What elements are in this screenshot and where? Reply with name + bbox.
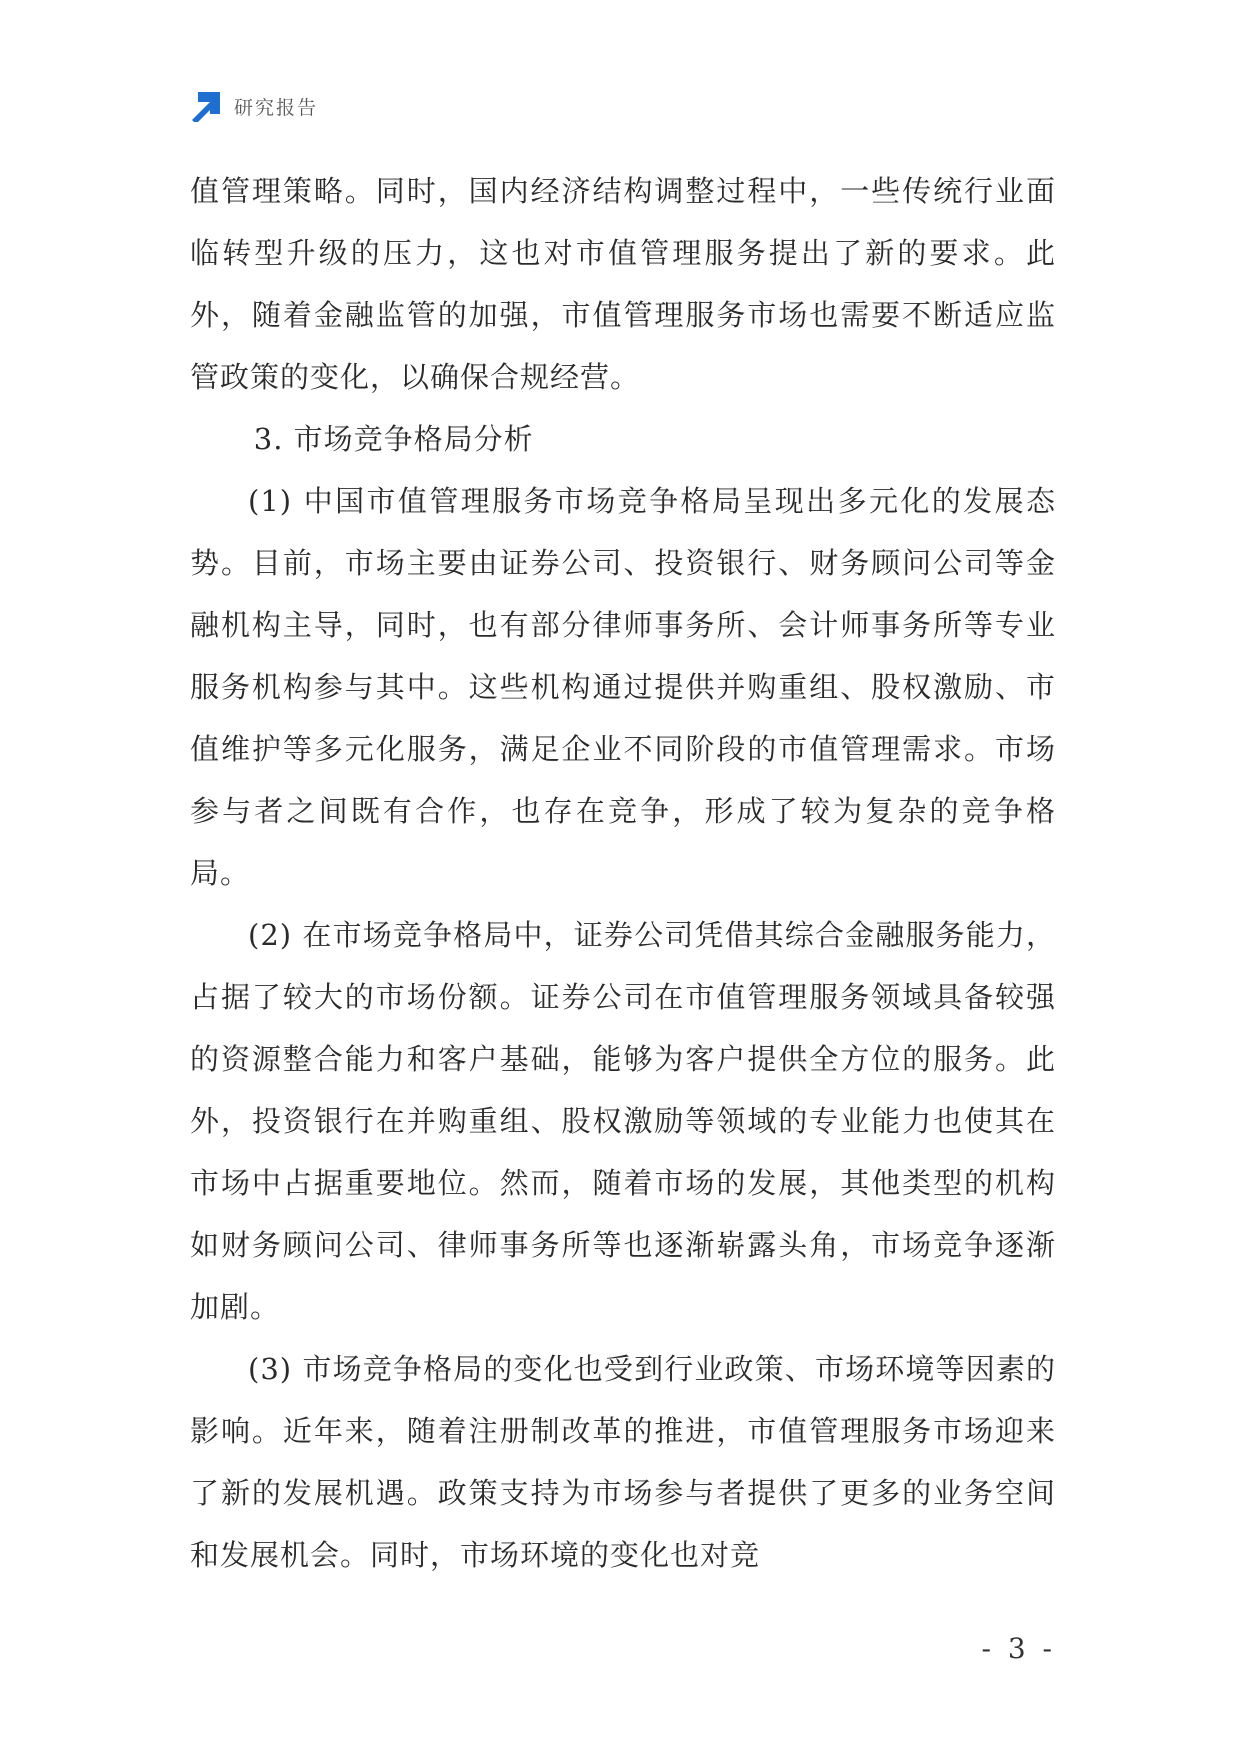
paragraph-1: (1) 中国市值管理服务市场竞争格局呈现出多元化的发展态势。目前，市场主要由证券公司、投资银行、财务顾问公司等金融机构主导，同时，也有部分律师事务所、会计师事务所等专业服务机构参与其中。这些机构通过提供并购重组、股权激励、市值维护等多元化服务，满足企业不同阶段的市值管理需求。市场参与者之间既有合作，也存在竞争，形成了较为复杂的竞争格局。 [190, 484, 1056, 890]
report-header [190, 88, 318, 124]
page-number: - 3 - [981, 1632, 1056, 1665]
paragraph-3: (3) 市场竞争格局的变化也受到行业政策、市场环境等因素的影响。近年来，随着注册制改革的推进，市值管理服务市场迎来了新的发展机遇。政策支持为市场参与者提供了更多的业务空间和发展机会。同时，市场环境的变化也对竞 [190, 1352, 1056, 1572]
paragraph-2: (2) 在市场竞争格局中，证券公司凭借其综合金融服务能力，占据了较大的市场份额。证券公司在市值管理服务领域具备较强的资源整合能力和客户基础，能够为客户提供全方位的服务。此外，投资银行在并购重组、股权激励等领域的专业能力也使其在市场中占据重要地位。然而，随着市场的发展，其他类型的机构如财务顾问公司、律师事务所等也逐渐崭露头角，市场竞争逐渐加剧。 [190, 918, 1056, 1324]
paragraph-continued: 值管理策略。同时，国内经济结构调整过程中，一些传统行业面临转型升级的压力，这也对市值管理服务提出了新的要求。此外，随着金融监管的加强，市值管理服务市场也需要不断适应监管政策的变化，以确保合规经营。 [190, 174, 1056, 394]
section-heading: 3. 市场竞争格局分析 [253, 422, 534, 456]
header-title: 研究报告 [234, 96, 319, 119]
document-body [190, 160, 1056, 1586]
arrow-up-right-icon [190, 90, 222, 122]
